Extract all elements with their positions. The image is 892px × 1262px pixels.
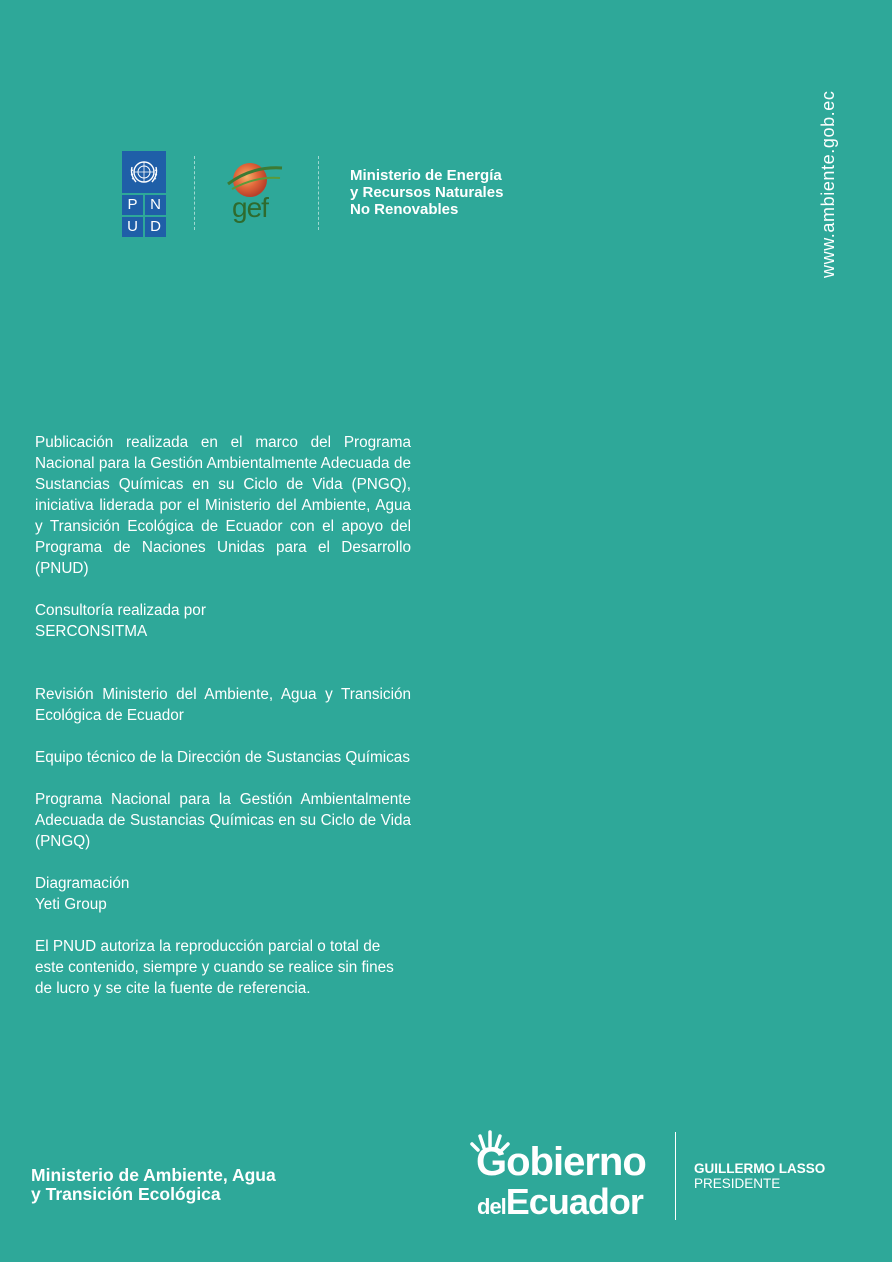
- undp-letter: D: [145, 217, 166, 237]
- president-name: GUILLERMO LASSO: [694, 1161, 826, 1176]
- ministerio-energia-line: Ministerio de Energía: [350, 167, 502, 184]
- publication-paragraph: Publicación realizada en el marco del Programa Nacional para la Gestión Ambientalmente Adecuada de Sustancias Químicas en su Ciclo de Vida (PNGQ), iniciativa liderada por el Ministerio del Ambiente, Agua y Transición Ecológica de Ecuador con el apoyo del Programa de Naciones Unidas para el Desarrollo (PNUD): [35, 434, 411, 577]
- president-title: PRESIDENTE: [694, 1176, 781, 1191]
- undp-letter: N: [145, 195, 166, 215]
- design-name: Yeti Group: [35, 896, 107, 913]
- license-paragraph: El PNUD autoriza la reproducción parcial o total de este contenido, siempre y cuando se realice sin fines de lucro y se cite la fuente de referencia.: [35, 938, 394, 997]
- ministerio-energia-logo: [350, 167, 503, 218]
- undp-letter: U: [122, 217, 143, 237]
- program-paragraph: Programa Nacional para la Gestión Ambientalmente Adecuada de Sustancias Químicas en su Ciclo de Vida (PNGQ): [35, 791, 411, 850]
- president-label: [694, 1161, 825, 1191]
- design-label: Diagramación: [35, 875, 130, 892]
- del-word: del: [477, 1194, 506, 1219]
- credits-text: [35, 432, 411, 999]
- ministerio-ambiente-logo: [31, 1166, 276, 1204]
- footer-divider: [675, 1132, 676, 1220]
- gef-wordmark: gef: [232, 192, 268, 223]
- gobierno-word: Gobierno: [476, 1140, 646, 1184]
- gef-logo: [222, 158, 286, 232]
- ecuador-word: [477, 1182, 643, 1227]
- technical-team-paragraph: Equipo técnico de la Dirección de Sustancias Químicas: [35, 749, 410, 766]
- website-url: www.ambiente.gob.ec: [818, 90, 838, 278]
- consultancy-label: Consultoría realizada por: [35, 602, 206, 619]
- undp-logo: [122, 151, 166, 237]
- undp-letter: P: [122, 195, 143, 215]
- logo-divider: [318, 156, 319, 230]
- review-paragraph: Revisión Ministerio del Ambiente, Agua y Transición Ecológica de Ecuador: [35, 686, 411, 724]
- ministerio-ambiente-line: Ministerio de Ambiente, Agua: [31, 1165, 276, 1185]
- logo-divider: [194, 156, 195, 230]
- consultancy-name: SERCONSITMA: [35, 623, 148, 640]
- ministerio-energia-line: No Renovables: [350, 201, 459, 218]
- un-emblem-icon: [122, 151, 166, 193]
- ministerio-energia-line: y Recursos Naturales: [350, 184, 504, 201]
- ministerio-ambiente-line: y Transición Ecológica: [31, 1184, 221, 1204]
- gobierno-ecuador-logo: [468, 1130, 664, 1222]
- ecuador-text: Ecuador: [505, 1181, 643, 1222]
